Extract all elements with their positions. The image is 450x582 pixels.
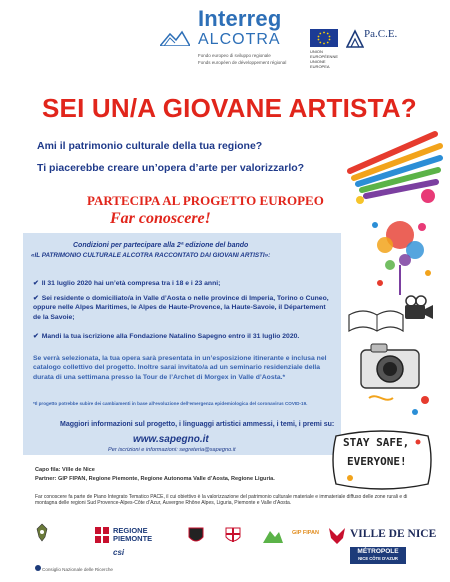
project-description: Far conoscere fa parte de Piano Integrato Tematico PACE, il cui obiettivo è la valorizzazione del patrimonio culturale materiale e immateriale diffuso delle zone rurali e di montagna delle regioni Sud Provence-Alpes-Côte d’Azur, Auvergne Rhône Alpes, Liguria, Piemonte e Valle d’Aosta.: [35, 494, 408, 507]
metropole-nice-logo: MÉTROPOLE NICE CÔTE D’AZUR: [350, 547, 406, 564]
pace-label: Pa.C.E.: [364, 28, 398, 40]
alpes-logo-icon: [262, 527, 284, 545]
question: Ti piacerebbe creare un’opera d’arte per valorizzarlo?: [37, 162, 305, 174]
website-link[interactable]: www.sapegno.it: [133, 434, 209, 445]
badge-line: EVERYONE!: [347, 455, 407, 468]
program-title: Interreg: [198, 6, 282, 31]
conditions-title: Condizioni per partecipare alla 2ª edizione del bando: [73, 242, 249, 249]
program-subtitle: ALCOTRA: [198, 31, 281, 48]
call-to-action: PARTECIPA AL PROGETTO EUROPEO: [87, 193, 324, 208]
selection-paragraph: Se verrà selezionata, la tua opera sarà presentata in un’esposizione itinerante e inclusa nel catalogo collettivo del progetto. Inoltre sarai invitato/a ad un seminario residenziale della durata di una settimana presso la Tour de l’Archet di Morgex in Valle d’Aosta.*: [33, 355, 327, 381]
ville-de-nice-logo: VILLE DE NICE: [350, 528, 437, 540]
condition-item: ✔ Sei residente o domiciliato/a in Valle d’Aosta o nelle province di Imperia, Torino o Cuneo, oppure nelle Alpes Maritimes, le Alpes de Haute-Provence, la Haute-Savoie, il Département de la Savoie;: [33, 295, 329, 321]
fund-line: Fondo europeo di sviluppo regionale: [198, 53, 271, 58]
more-info-text: Maggiori informazioni sul progetto, i linguaggi artistici ammessi, i temi, i premi su:: [60, 421, 335, 428]
page-title: SEI UN/A GIOVANE ARTISTA?: [42, 93, 417, 123]
contact-text[interactable]: Per iscrizioni e informazioni: segreteria@sapegno.it: [108, 447, 236, 453]
project-name: Far conoscere!: [110, 210, 211, 227]
pace-logo-icon: [346, 28, 364, 48]
regione-piemonte-flag-icon: [95, 527, 109, 543]
question: Ami il patrimonio culturale della tua regione?: [37, 140, 263, 152]
condition-item: ✔ Mandi la tua iscrizione alla Fondazione Natalino Sapegno entro il 31 luglio 2020.: [33, 333, 300, 340]
italian-republic-emblem-icon: [35, 523, 49, 543]
fund-line: Fonds européen de développement régional: [198, 60, 287, 65]
badge-line: STAY SAFE,: [343, 436, 410, 449]
cnr-label: Consiglio Nazionale delle Ricerche: [42, 567, 113, 572]
eu-label: UNION EUROPÉENNE UNIONE EUROPEA: [310, 49, 339, 69]
aosta-coat-of-arms-icon: [188, 527, 204, 545]
checkmark-icon: ✔: [33, 295, 39, 302]
photo-camera-illustration: [355, 340, 435, 425]
cnr-logo-icon: [35, 565, 41, 571]
regione-piemonte-logo: REGIONE PIEMONTE: [113, 526, 153, 543]
condition-item: ✔ Il 31 luglio 2020 hai un’età compresa tra i 18 e i 23 anni;: [33, 280, 221, 287]
nice-eagle-emblem-icon: [327, 524, 347, 546]
csi-logo: csi: [113, 548, 125, 557]
eu-flag-icon: [310, 29, 338, 47]
interreg-mountains-icon: [160, 30, 190, 46]
partners-list: Partner: GIP FIPAN, Regione Piemonte, Regione Autonoma Valle d’Aosta, Regione Liguria.: [35, 476, 275, 482]
colored-pencils-illustration: [340, 126, 446, 206]
liguria-coat-of-arms-icon: [225, 527, 241, 545]
checkmark-icon: ✔: [33, 280, 39, 287]
conditions-subtitle: «IL PATRIMONIO CULTURALE ALCOTRA RACCONTATO DAI GIOVANI ARTISTI»:: [31, 252, 271, 259]
checkmark-icon: ✔: [33, 333, 39, 340]
gip-fipan-logo: GIP FIPAN: [292, 530, 319, 536]
covid-note: *Il progetto potrebbe subire dei cambiamenti in base all’evoluzione dell’emergenza epidemiologica del coronavirus COVID-19.: [33, 401, 308, 406]
lead-partner: Capo fila: Ville de Nice: [35, 467, 95, 473]
book-and-camera-illustration: [345, 285, 437, 345]
